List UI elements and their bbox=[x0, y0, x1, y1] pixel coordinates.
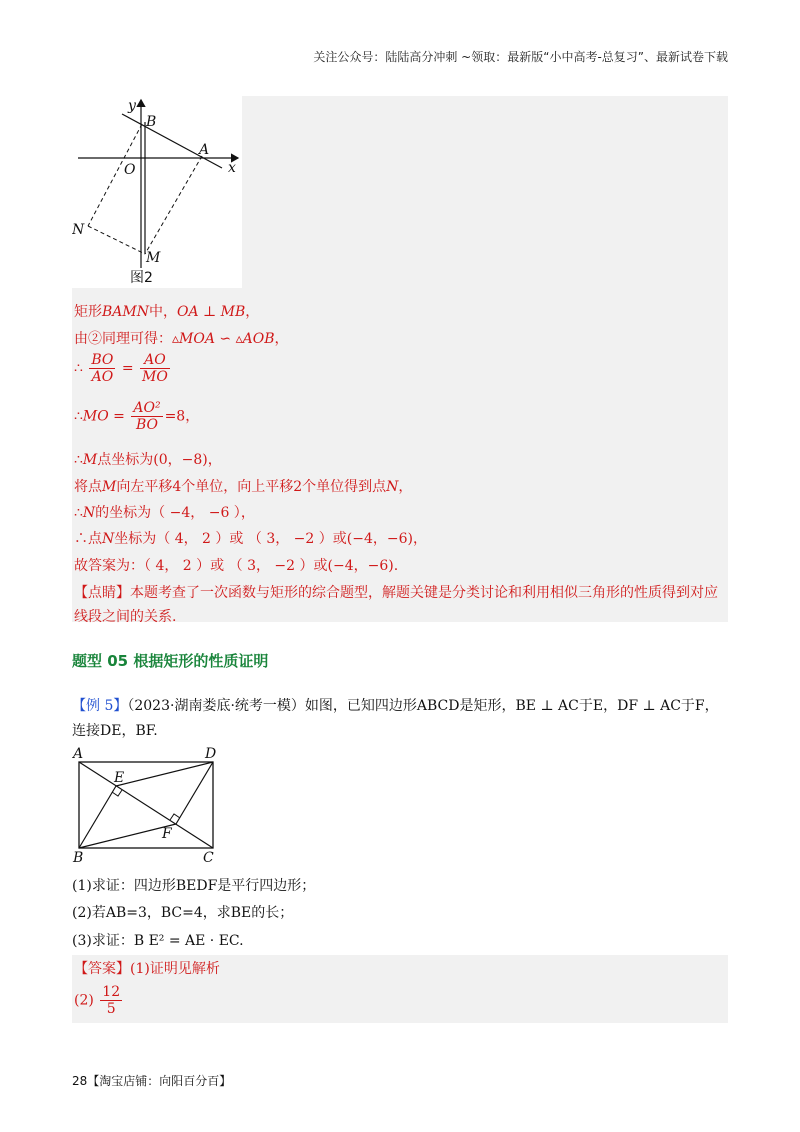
question-1: (1)求证：四边形BEDF是平行四边形； bbox=[72, 878, 316, 894]
solution-line-4: ∴MO = $\frac{\text{AO²}}{BO}$ =8， bbox=[74, 400, 200, 433]
example-line-1 bbox=[72, 695, 719, 715]
segment-df bbox=[176, 762, 213, 824]
fraction-answer: $\frac{12}{5}$ bbox=[102, 984, 121, 1017]
label-c2: C bbox=[203, 850, 214, 864]
answer-line-2: (2) $\frac{12}{5}$ bbox=[74, 984, 121, 1017]
line-ab bbox=[122, 114, 222, 168]
example-source: （2023·湖南娄底·统考一模） bbox=[127, 698, 305, 714]
label-b2: B bbox=[73, 850, 84, 864]
label-n: N bbox=[72, 222, 85, 238]
label-m: M bbox=[146, 250, 161, 266]
segment-am bbox=[145, 156, 202, 254]
solution-line-1: 矩形BAMN中，OA ⊥ MB， bbox=[74, 304, 260, 320]
label-a: A bbox=[199, 142, 210, 158]
label-o: O bbox=[124, 162, 136, 178]
question-2: (2)若AB=3，BC=4，求BE的长； bbox=[72, 905, 294, 921]
answer-line-1: 【答案】(1)证明见解析 bbox=[74, 961, 220, 977]
segment-nm bbox=[88, 226, 145, 254]
solution-line-8: ∴点N坐标为（ 4， 2 ）或 （ 3， −2 ）或(−4，−6)， bbox=[74, 531, 427, 547]
example-tag: 【例 5】 bbox=[72, 698, 128, 714]
label-y: y bbox=[128, 98, 136, 114]
fraction-bo-ao: $\frac{BO}{AO}$ bbox=[91, 352, 114, 385]
solution-line-6: 将点M向左平移4个单位，向上平移2个单位得到点N， bbox=[74, 479, 413, 495]
example-text-1: 如图，已知四边形ABCD是矩形，BE ⊥ AC于E，DF ⊥ AC于F， bbox=[304, 698, 719, 714]
figure-rectangle bbox=[72, 742, 232, 864]
fraction-ao2-bo: $\frac{\text{AO²}}{BO}$ bbox=[133, 400, 161, 433]
footer-shop: 【淘宝店铺：向阳百分百】 bbox=[87, 1074, 232, 1088]
label-b: B bbox=[146, 114, 157, 130]
note-line-2: 线段之间的关系. bbox=[74, 609, 177, 625]
solution-line-2: 由②同理可得：▵MOA ∽ ▵AOB， bbox=[74, 331, 289, 347]
coordinate-diagram bbox=[72, 96, 242, 288]
note-line-1: 【点睛】本题考查了一次函数与矩形的综合题型，解题关键是分类讨论和利用相似三角形的性质得到对应 bbox=[74, 585, 718, 601]
page-number: 28 bbox=[72, 1074, 88, 1088]
section-heading: 题型 05 根据矩形的性质证明 bbox=[72, 652, 269, 670]
solution-line-9: 故答案为：（ 4， 2 ）或 （ 3， −2 ）或(−4，−6). bbox=[74, 558, 399, 574]
label-e2: E bbox=[114, 770, 125, 786]
solution-line-3: ∴ $\frac{BO}{AO}$ = $\frac{AO}{MO}$ bbox=[74, 352, 168, 385]
segment-be bbox=[79, 786, 116, 848]
figure-coordinate bbox=[72, 96, 242, 288]
solution-line-7: ∴N的坐标为（ −4， −6 ）， bbox=[74, 505, 255, 521]
question-3: (3)求证：B E² = AE · EC. bbox=[72, 933, 244, 949]
diagonal-ac bbox=[79, 762, 213, 848]
label-x: x bbox=[228, 160, 236, 176]
rectangle-diagram bbox=[72, 742, 232, 864]
fraction-ao-mo: $\frac{AO}{MO}$ bbox=[142, 352, 168, 385]
solution-line-5: ∴M点坐标为(0，−8)， bbox=[74, 452, 222, 468]
figure-caption: 图2 bbox=[130, 270, 153, 286]
label-a2: A bbox=[73, 746, 84, 762]
page-footer bbox=[72, 1072, 231, 1089]
page-header: 关注公众号：陆陆高分冲刺 ~领取：最新版“小中高考-总复习”、最新试卷下载 bbox=[313, 50, 728, 64]
segment-de bbox=[116, 762, 213, 786]
label-f2: F bbox=[162, 826, 172, 842]
example-line-2: 连接DE，BF. bbox=[72, 723, 158, 739]
label-d2: D bbox=[205, 746, 217, 762]
